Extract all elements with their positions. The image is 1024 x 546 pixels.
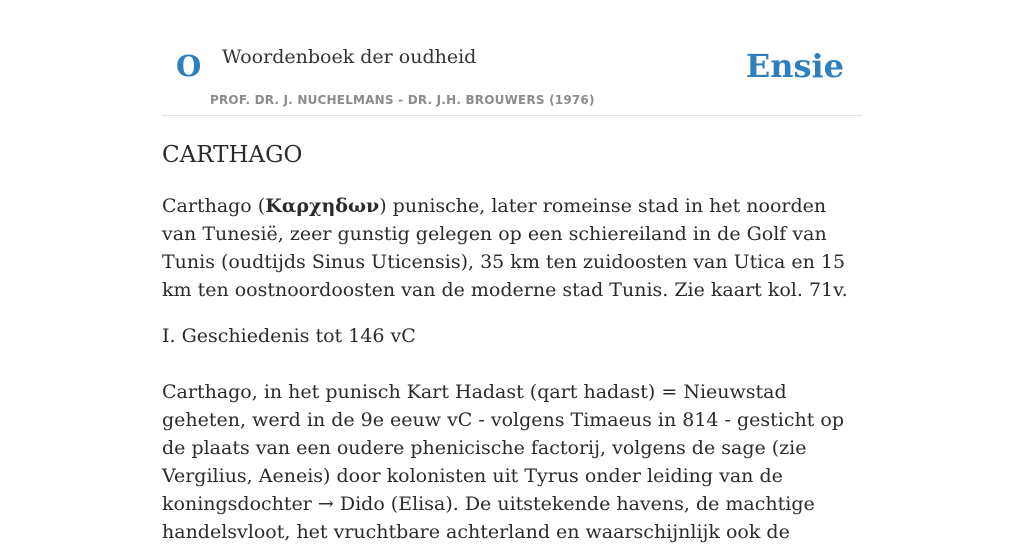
book-header <box>162 0 862 116</box>
index-letter[interactable]: O <box>176 49 202 83</box>
section-heading: I. Geschiedenis tot 146 vC <box>162 324 416 347</box>
ensie-logo[interactable]: Ensie <box>745 47 844 85</box>
book-authors: PROF. DR. J. NUCHELMANS - DR. J.H. BROUWERS (1976) <box>210 93 595 107</box>
intro-text-after: ) punische, later romeinse stad in het noorden van Tunesië, zeer gunstig gelegen op een schiereiland in de Golf van Tunis (oudtijds Sinus Uticensis), 35 km ten zuidoosten van Utica en 15 km ten oostnoordoosten van de moderne stad Tunis. Zie kaart kol. 71v. <box>162 194 848 301</box>
intro-text-before: Carthago ( <box>162 194 266 217</box>
greek-name: Καρχηδων <box>265 194 380 217</box>
book-title[interactable]: Woordenboek der oudheid <box>222 46 477 68</box>
entry-title: CARTHAGO <box>162 142 303 168</box>
section-paragraph: Carthago, in het punisch Kart Hadast (qart hadast) = Nieuwstad geheten, werd in de 9e eeuw vC - volgens Timaeus in 814 - gesticht op de plaats van een oudere phenicische factorij, volgens de sage (zie Vergilius, Aeneis) door kolonisten uit Tyrus onder leiding van de koningsdochter → Dido (Elisa). De uitstekende havens, de machtige handelsvloot, het vruchtbare achterland en waarschijnlijk ook de <box>162 380 845 543</box>
page <box>162 0 862 546</box>
entry-intro-paragraph <box>162 192 862 304</box>
